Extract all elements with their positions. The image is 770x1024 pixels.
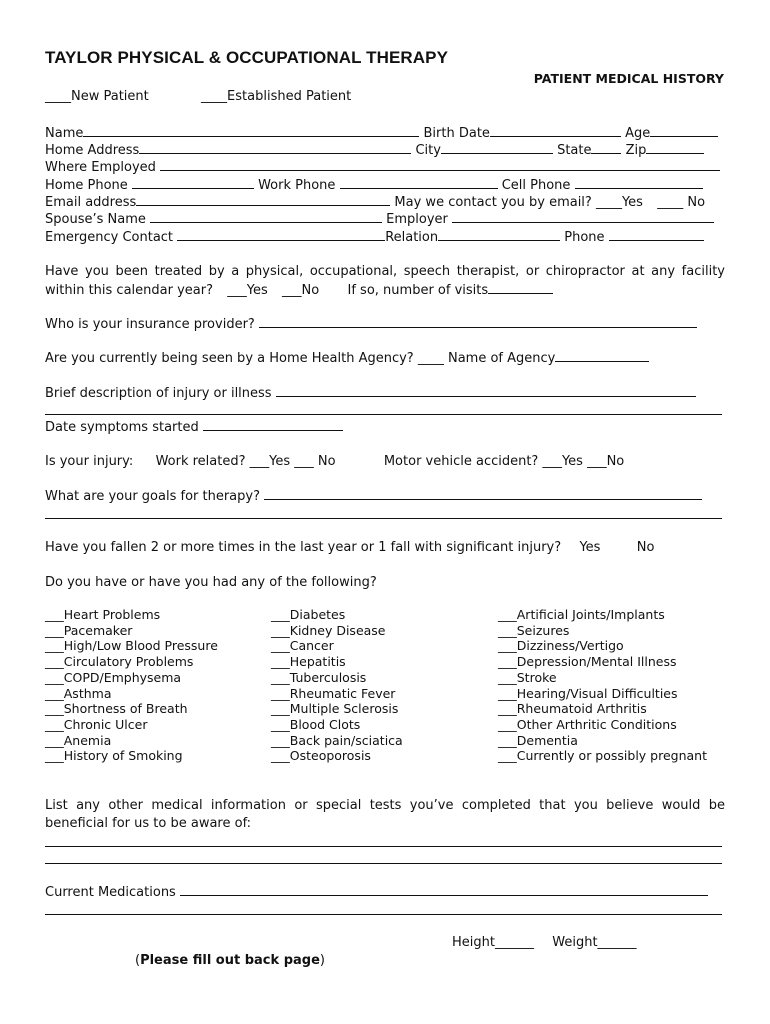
name-field[interactable]: [83, 124, 419, 137]
condition-item[interactable]: ___Dizziness/Vertigo: [498, 638, 624, 654]
home-health-question[interactable]: Are you currently being seen by a Home Health Agency? ____: [45, 351, 444, 366]
weight-field[interactable]: Weight______: [552, 935, 637, 950]
condition-item[interactable]: ___Hepatitis: [271, 654, 346, 670]
home-address-field[interactable]: [139, 141, 411, 154]
height-weight-row: [452, 935, 637, 950]
cell-phone-field[interactable]: [575, 176, 703, 189]
medications-row: [45, 883, 708, 901]
spouse-field[interactable]: [150, 210, 382, 223]
home-health-row: [45, 349, 649, 367]
treated-no-option[interactable]: ___No: [282, 282, 320, 298]
condition-item[interactable]: ___Currently or possibly pregnant: [498, 748, 707, 764]
condition-item[interactable]: ___History of Smoking: [45, 748, 183, 764]
insurance-label: Who is your insurance provider?: [45, 317, 255, 332]
condition-item[interactable]: ___Diabetes: [271, 607, 346, 622]
symptoms-row: [45, 418, 343, 436]
condition-item[interactable]: ___Cancer: [271, 638, 334, 654]
condition-item[interactable]: ___Chronic Ulcer: [45, 716, 148, 732]
emergency-contact-field[interactable]: [177, 228, 385, 241]
where-employed-field[interactable]: [160, 158, 720, 171]
relation-label: Relation: [385, 230, 439, 245]
established-patient-option[interactable]: ____Established Patient: [201, 89, 352, 104]
emergency-row: [45, 228, 704, 246]
injury-type-label: Is your injury:: [45, 454, 134, 469]
employer-label: Employer: [386, 212, 448, 227]
conditions-column-3: [498, 607, 728, 764]
agency-name-label: Name of Agency: [447, 351, 556, 366]
conditions-column-2: [271, 607, 498, 764]
condition-item[interactable]: ___Artificial Joints/Implants: [498, 607, 665, 622]
relation-field[interactable]: [438, 228, 560, 241]
symptoms-started-label: Date symptoms started: [45, 420, 199, 435]
condition-item[interactable]: ___Tuberculosis: [271, 669, 367, 685]
insurance-field[interactable]: [259, 315, 697, 328]
height-field[interactable]: Height______: [452, 935, 534, 950]
zip-field[interactable]: [646, 141, 704, 154]
condition-item[interactable]: ___Pacemaker: [45, 622, 133, 638]
visits-label: If so, number of visits: [347, 282, 489, 298]
condition-item[interactable]: ___Hearing/Visual Difficulties: [498, 685, 678, 701]
state-field[interactable]: [591, 141, 621, 154]
note-open-paren: (: [135, 953, 141, 968]
contact-email-question[interactable]: May we contact you by email? ____Yes: [394, 195, 643, 210]
injury-description-label: Brief description of injury or illness: [45, 386, 272, 401]
condition-item[interactable]: ___Blood Clots: [271, 716, 361, 732]
conditions-prompt: Do you have or have you had any of the following?: [45, 575, 377, 590]
spouse-row: [45, 210, 714, 228]
birth-date-field[interactable]: [490, 124, 621, 137]
work-phone-label: Work Phone: [258, 178, 336, 193]
injury-description-row: [45, 384, 696, 402]
injury-type-row: [45, 453, 624, 470]
condition-item[interactable]: ___Seizures: [498, 622, 570, 638]
treated-yes-option[interactable]: ___Yes: [227, 282, 268, 298]
email-field[interactable]: [136, 193, 390, 206]
goals-field[interactable]: [264, 487, 702, 500]
condition-item[interactable]: ___COPD/Emphysema: [45, 669, 182, 685]
employer-field[interactable]: [452, 210, 714, 223]
injury-description-field[interactable]: [276, 384, 696, 397]
other-info-line-1[interactable]: [45, 846, 722, 847]
condition-item[interactable]: ___Rheumatoid Arthritis: [498, 701, 647, 717]
home-phone-label: Home Phone: [45, 178, 128, 193]
email-row: [45, 193, 705, 211]
phones-row: [45, 176, 703, 194]
symptoms-started-field[interactable]: [203, 418, 343, 431]
new-patient-option[interactable]: ____New Patient: [45, 89, 149, 104]
visits-field[interactable]: [488, 281, 553, 294]
condition-item[interactable]: ___High/Low Blood Pressure: [45, 638, 218, 654]
home-phone-field[interactable]: [132, 176, 254, 189]
name-label: Name: [45, 126, 84, 141]
treated-question: [45, 263, 725, 299]
work-phone-field[interactable]: [340, 176, 498, 189]
condition-item[interactable]: ___Multiple Sclerosis: [271, 701, 399, 717]
fallen-question: Have you fallen 2 or more times in the last year or 1 fall with significant injury?: [45, 540, 562, 555]
condition-item[interactable]: ___Depression/Mental Illness: [498, 654, 677, 670]
fallen-yes-option[interactable]: Yes: [579, 540, 601, 555]
form-subtitle: PATIENT MEDICAL HISTORY: [533, 71, 724, 86]
where-employed-label: Where Employed: [45, 160, 156, 175]
condition-item[interactable]: ___Dementia: [498, 732, 578, 748]
condition-item[interactable]: ___Back pain/sciatica: [271, 732, 403, 748]
injury-description-line-2[interactable]: [45, 414, 722, 415]
patient-type-row: [45, 88, 351, 105]
contact-email-no[interactable]: ____ No: [657, 195, 706, 210]
email-label: Email address: [45, 195, 137, 210]
back-page-note-text: Please fill out back page: [140, 953, 320, 968]
zip-label: Zip: [625, 143, 647, 158]
other-info-prompt: List any other medical information or special tests you’ve completed that you believe would be beneficial for us to be aware of:: [45, 798, 725, 831]
clinic-title: TAYLOR PHYSICAL & OCCUPATIONAL THERAPY: [45, 48, 449, 67]
agency-name-field[interactable]: [555, 349, 649, 362]
city-field[interactable]: [441, 141, 553, 154]
condition-item[interactable]: ___Stroke: [498, 669, 557, 685]
motor-vehicle-option[interactable]: Motor vehicle accident? ___Yes ___No: [383, 454, 625, 469]
state-label: State: [557, 143, 592, 158]
condition-item[interactable]: ___Asthma: [45, 685, 112, 701]
name-row: [45, 124, 718, 142]
spouse-label: Spouse’s Name: [45, 212, 146, 227]
back-page-note: [135, 953, 325, 968]
age-field[interactable]: [650, 124, 718, 137]
condition-item[interactable]: ___Kidney Disease: [271, 622, 386, 638]
goals-label: What are your goals for therapy?: [45, 489, 260, 504]
cell-phone-label: Cell Phone: [501, 178, 571, 193]
medications-field[interactable]: [180, 883, 708, 896]
condition-item[interactable]: ___Circulatory Problems: [45, 654, 194, 670]
condition-item[interactable]: ___Other Arthritic Conditions: [498, 716, 677, 732]
condition-item[interactable]: ___Rheumatic Fever: [271, 685, 396, 701]
home-address-label: Home Address: [45, 143, 140, 158]
insurance-row: [45, 315, 697, 333]
medications-line-2[interactable]: [45, 914, 722, 915]
other-info-line-2[interactable]: [45, 863, 722, 864]
condition-item[interactable]: ___Osteoporosis: [271, 748, 371, 764]
emergency-contact-label: Emergency Contact: [45, 230, 174, 245]
fallen-row: [45, 539, 654, 556]
address-row: [45, 141, 704, 159]
condition-item[interactable]: ___Shortness of Breath: [45, 701, 188, 717]
conditions-column-1: [45, 607, 271, 764]
note-close-paren: ): [319, 953, 325, 968]
treated-question-text: Have you been treated by a physical, occupational, speech therapist, or chiropractor at any facility within this calendar year?: [45, 264, 725, 298]
employed-row: [45, 158, 720, 176]
birth-date-label: Birth Date: [423, 126, 490, 141]
medications-label: Current Medications: [45, 885, 176, 900]
work-related-option[interactable]: Work related? ___Yes ___ No: [155, 454, 336, 469]
emergency-phone-field[interactable]: [609, 228, 704, 241]
age-label: Age: [625, 126, 651, 141]
condition-item[interactable]: ___Anemia: [45, 732, 112, 748]
goals-line-2[interactable]: [45, 518, 722, 519]
goals-row: [45, 487, 702, 505]
conditions-checklist: [45, 607, 735, 764]
fallen-no-option[interactable]: No: [636, 540, 655, 555]
city-label: City: [415, 143, 441, 158]
condition-item[interactable]: ___Heart Problems: [45, 607, 161, 622]
phone-label: Phone: [564, 230, 605, 245]
